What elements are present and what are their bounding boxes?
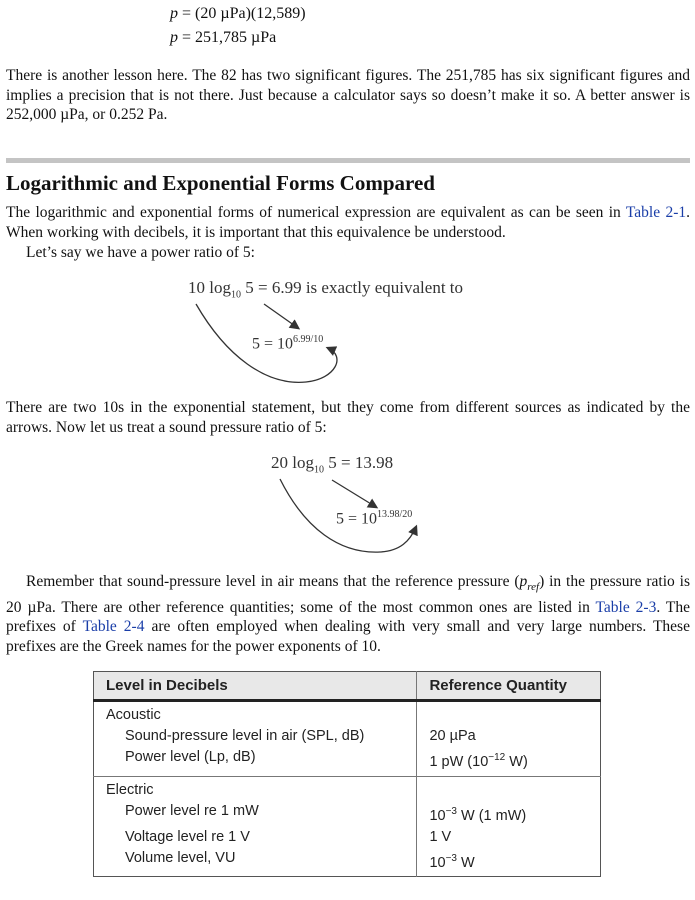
equation-pressure-result: p = 251,785 µPa xyxy=(170,29,277,46)
table-row xyxy=(94,848,601,877)
table-row xyxy=(94,801,601,827)
table-row xyxy=(94,827,601,848)
group-label-electric: Electric xyxy=(106,781,154,798)
reference-cell: $10^{-3}$ W xyxy=(417,848,601,877)
link-table-2-3[interactable]: Table 2-3 xyxy=(595,598,657,616)
table-header-row xyxy=(94,672,601,701)
paragraph-two-tens: There are two 10s in the exponential statement, but they come from different sources as indicated by the arrows. Now let us treat a sound pressure ratio of 5: xyxy=(6,399,690,436)
level-cell: Power level (Lp, dB) xyxy=(94,747,417,776)
table-group-row xyxy=(94,701,601,727)
group-label-acoustic: Acoustic xyxy=(106,707,161,723)
reference-cell: 20 µPa xyxy=(417,726,601,747)
pressure-arrows xyxy=(270,451,470,561)
reference-cell: 1 pW ($10^{-12}$ W) xyxy=(417,747,601,776)
section-divider xyxy=(6,158,690,163)
paragraph-significant-figures: There is another lesson here. The 82 has two significant figures. The 251,785 has six significant figures and implies a precision that is not there. Just because a calculator says so doesn’t make it so. A better answer is 252,000 µPa, or 0.252 Pa. xyxy=(6,67,690,123)
diagram-power-ratio xyxy=(186,276,526,386)
level-cell: Volume level, VU xyxy=(125,849,236,866)
link-table-2-4[interactable]: Table 2-4 xyxy=(82,618,145,636)
reference-cell: $10^{-3}$ W (1 mW) xyxy=(417,801,601,827)
link-table-2-1[interactable]: Table 2-1 xyxy=(625,204,687,221)
paragraph-power-ratio: Let’s say we have a power ratio of 5: xyxy=(26,244,255,261)
pressure-log-expression: 20 $\log_{10} 5 = 13.98$ xyxy=(271,453,394,476)
diagram-pressure-ratio xyxy=(270,451,470,561)
header-level: Level in Decibels xyxy=(94,672,417,701)
section-heading: Logarithmic and Exponential Forms Compared xyxy=(6,171,435,195)
arrow-base-curved xyxy=(196,304,337,382)
power-arrows xyxy=(186,276,526,386)
reference-cell: 1 V xyxy=(417,827,601,848)
paragraph-equivalence: The logarithmic and exponential forms of numerical expression are equivalent as can be seen in Table 2-1. When working with decibels, it is important that this equivalence be understood. xyxy=(6,204,690,241)
arrow-base-straight xyxy=(332,480,376,507)
power-log-expression: 10 $\log_{10} 5 = 6.99$ is exactly equivalent to xyxy=(188,278,464,301)
level-cell: Power level re 1 mW xyxy=(125,802,259,819)
equation-pressure-product: p = (20 µPa)(12,589) xyxy=(170,5,306,22)
table-row xyxy=(94,747,601,776)
power-exponential-expression: $5 = 10^{6.99/10}$ xyxy=(252,334,324,353)
pressure-exponential-expression: $5 = 10^{13.98/20}$ xyxy=(336,509,413,528)
level-cell: Voltage level re 1 V xyxy=(125,828,250,845)
paragraph-reference-quantities: Remember that sound-pressure level in air means that the reference pressure $(p_{ref})$ in the pressure ratio is 20 µPa. There are other reference quantities; some of the most common ones are listed in Table 2-3. The prefixes of Table 2-4 are often employed when dealing with very small and very large numbers. These prefixes are the Greek names for the power exponents of 10. xyxy=(6,573,690,655)
level-cell: Sound-pressure level in air (SPL, dB) xyxy=(125,728,365,744)
table-group-row xyxy=(94,776,601,801)
header-reference: Reference Quantity xyxy=(417,672,601,701)
arrow-base-straight xyxy=(264,304,298,328)
table-row xyxy=(94,726,601,747)
reference-quantities-table xyxy=(93,671,601,877)
